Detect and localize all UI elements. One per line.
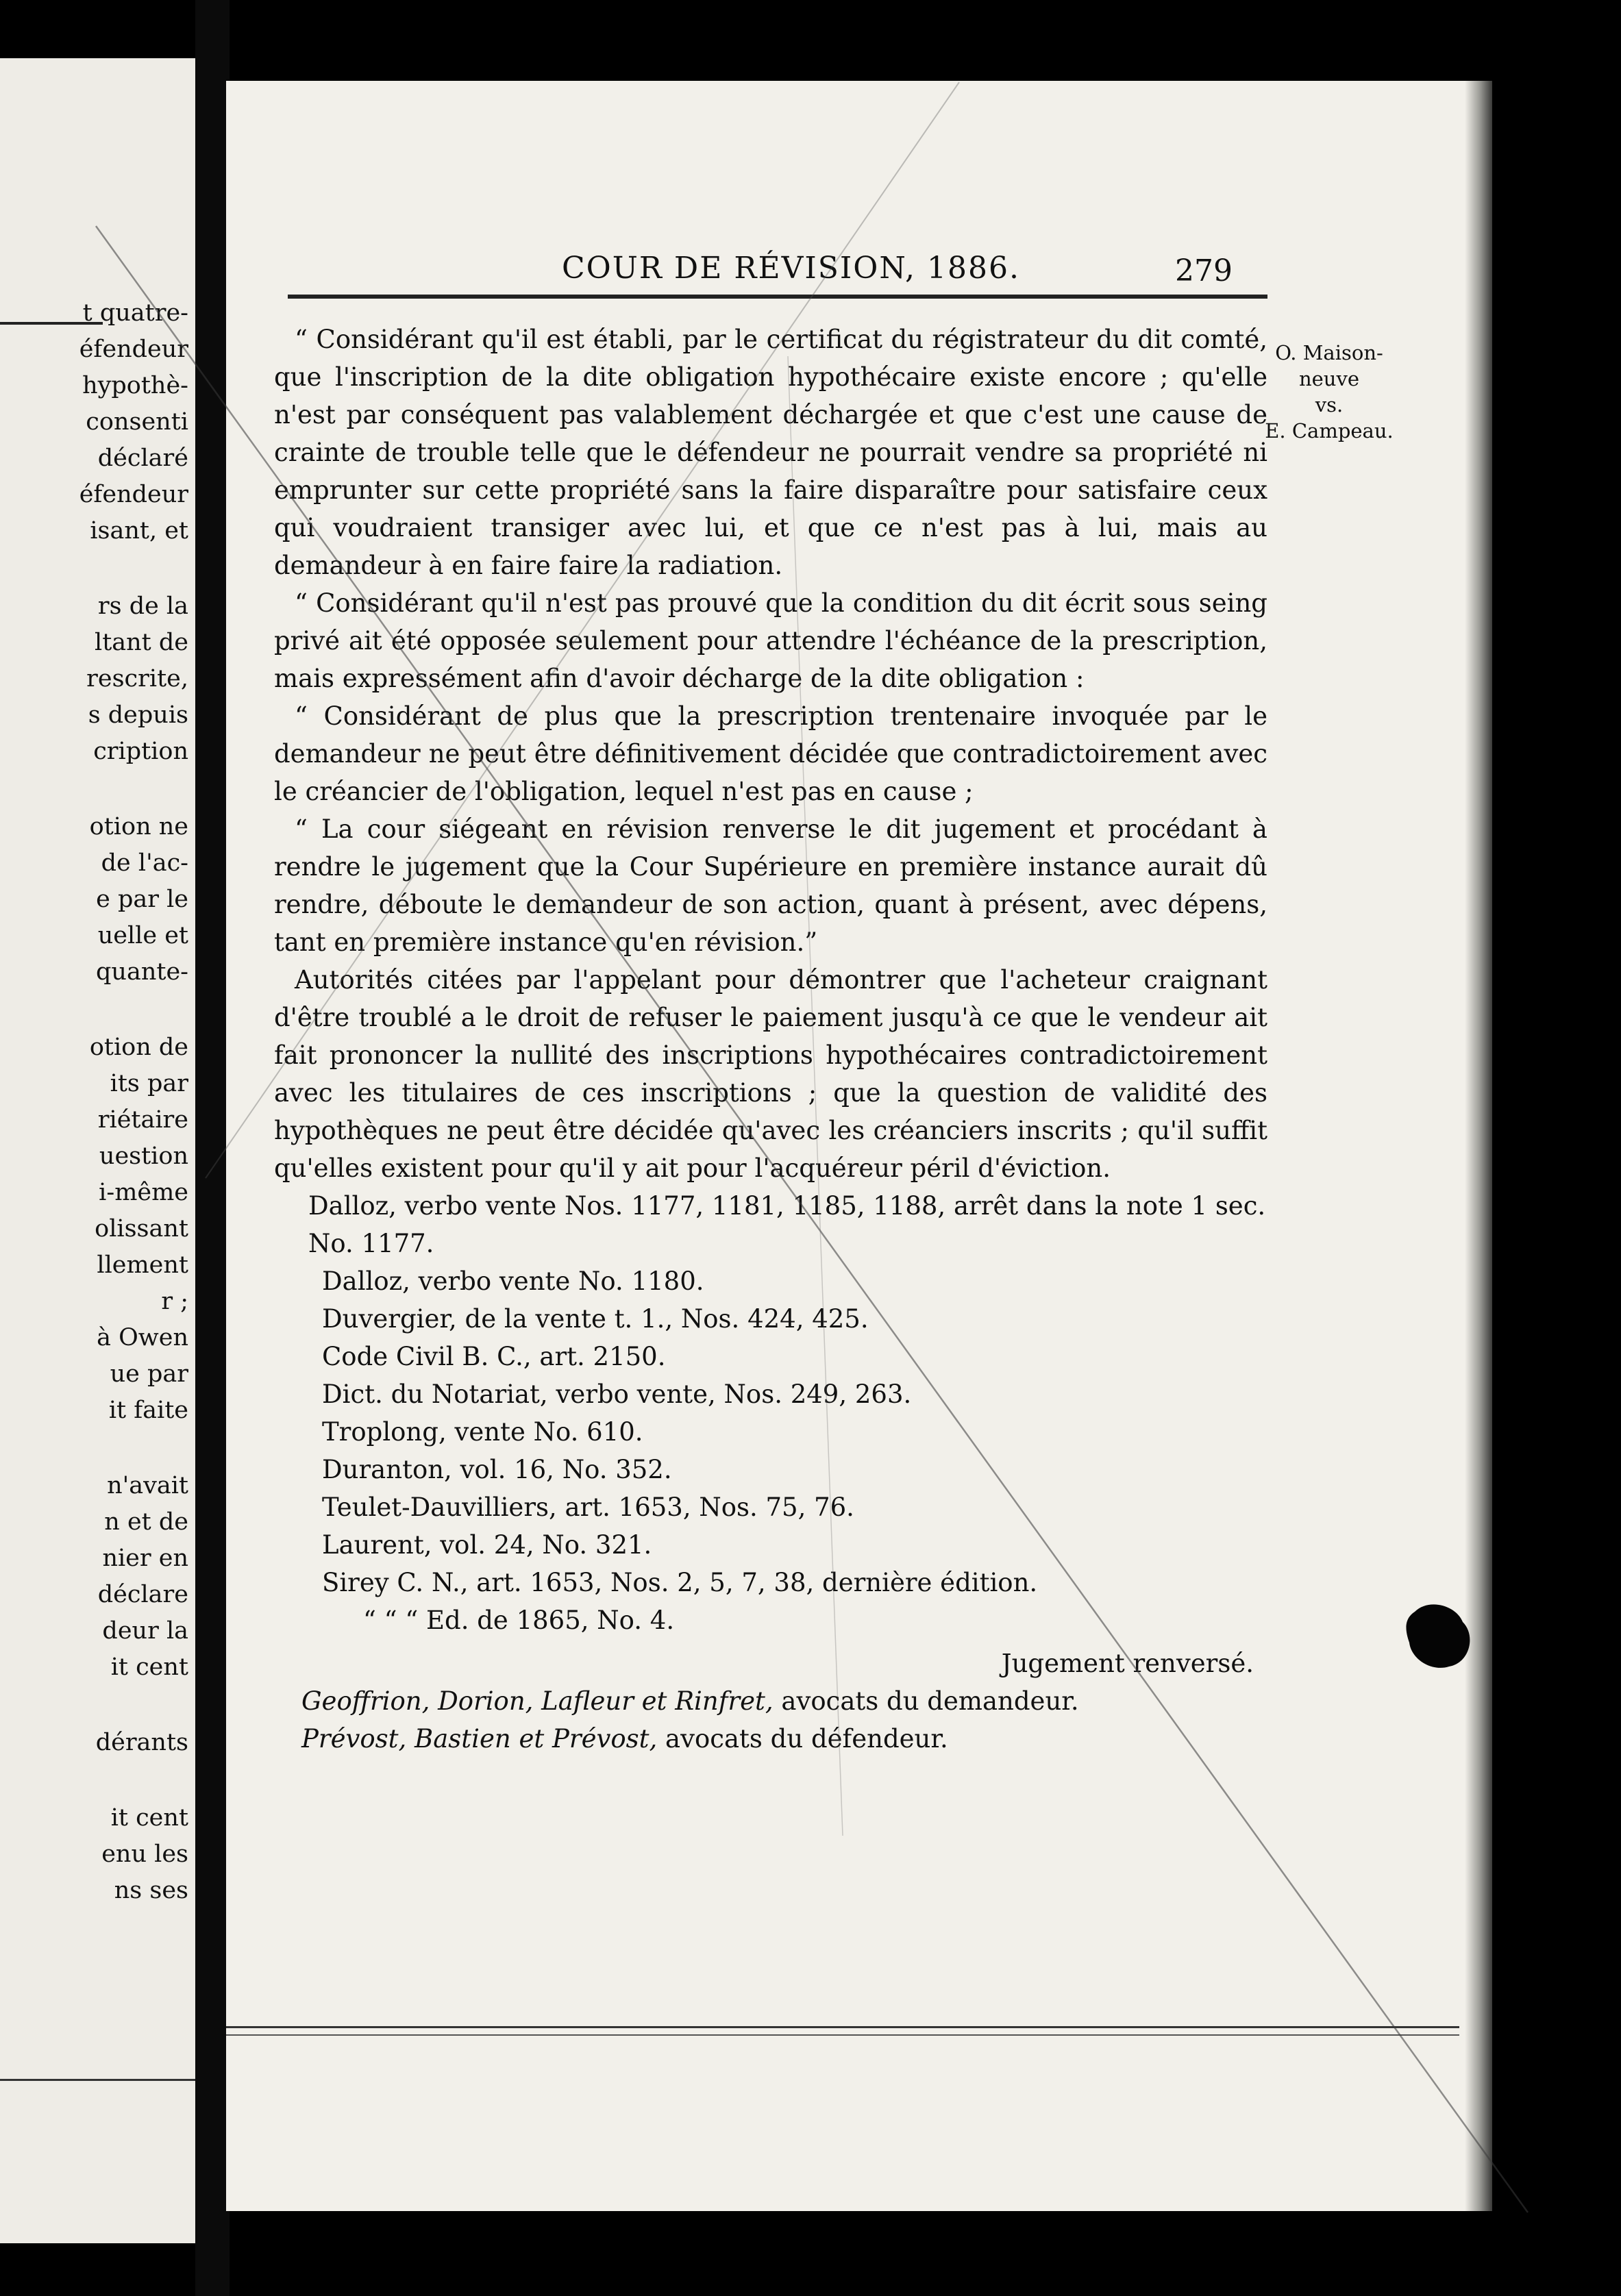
left-page-fragment: déclare	[97, 1581, 188, 1608]
left-page-fragment: it cent	[110, 1654, 188, 1681]
reference-item: Laurent, vol. 24, No. 321.	[322, 1530, 652, 1560]
left-page-fragment: its par	[110, 1070, 188, 1097]
left-page-fragment: otion de	[89, 1034, 188, 1061]
left-page-fragment: hypothè-	[82, 372, 188, 399]
left-page-fragment: olissant	[95, 1215, 188, 1243]
left-page-fragment: ns ses	[114, 1877, 188, 1904]
paragraph-judgment: “ La cour siégeant en révision renverse le dit jugement et procédant à rendre le jugement que la Cour Supérieure en première instance aurait dû rendre, déboute le demandeur de son action, quant à présent, avec dépens, tant en première instance qu'en révision.”	[274, 814, 1267, 957]
paragraph-considerant-1: “ Considérant qu'il est établi, par le certificat du régistrateur du dit comté, que l'inscription de la dite obligation hypothécaire existe encore ; qu'elle n'est par conséquent pas valablement déchargée et que c'est une cause de crainte de trouble telle que le défendeur ne pourrait vendre sa propriété ni emprunter sur cette propriété sans la faire disparaître pour satisfaire ceux qui voudraient transiger avec lui, et que ce n'est pas à lui, mais au demandeur à en faire faire la radiation.	[274, 325, 1267, 580]
left-page-fragment: consenti	[86, 408, 188, 436]
left-page-fragment: e par le	[96, 886, 188, 913]
reference-item: Dict. du Notariat, verbo vente, Nos. 249, 263.	[322, 1380, 912, 1409]
left-page-fragment: isant, et	[90, 517, 188, 545]
reference-item: Duranton, vol. 16, No. 352.	[322, 1455, 672, 1484]
left-page-fragment: rescrite,	[86, 665, 188, 692]
reference-item: Dalloz, verbo vente No. 1180.	[322, 1266, 704, 1296]
paragraph-considerant-2: “ Considérant qu'il n'est pas prouvé que la condition du dit écrit sous seing privé ait été opposée seulement pour attendre l'échéance de la prescription, mais expressément afin d'avoir décharge de la dite obligation :	[274, 588, 1267, 693]
left-page-fragment: it faite	[108, 1397, 188, 1424]
paragraph-authorities: Autorités citées par l'appelant pour démontrer que l'acheteur craignant d'être troublé a le droit de refuser le paiement jusqu'à ce que le vendeur ait fait prononcer la nullité des inscriptions hypothécaires contradictoirement avec les titulaires de ces inscriptions ; que la question de validité des hypothèques ne peut être décidée qu'avec les créanciers inscrits ; qu'il suffit qu'elles existent pour qu'il y ait pour l'acquéreur péril d'éviction.	[274, 965, 1267, 1183]
counsel-role: avocats du demandeur.	[781, 1686, 1079, 1716]
reference-item: Troplong, vente No. 610.	[322, 1417, 643, 1447]
left-page-fragment: ue par	[110, 1360, 188, 1388]
left-page-fragment: deur la	[102, 1617, 188, 1645]
left-page-fragment: de l'ac-	[101, 849, 188, 877]
reference-item: “ “ “ Ed. de 1865, No. 4.	[363, 1606, 675, 1635]
left-page-fragment: n et de	[104, 1508, 188, 1536]
left-page-fragment: cription	[93, 738, 188, 765]
reference-item: Dalloz, verbo vente Nos. 1177, 1181, 1185, 1188, arrêt dans la note 1 sec. No. 1177.	[308, 1191, 1266, 1258]
left-page-fragment: uelle et	[97, 922, 188, 949]
verdict: Jugement renversé.	[1001, 1649, 1254, 1678]
left-page-fragment: dérants	[95, 1729, 188, 1756]
left-page-fragment: éfendeur	[79, 336, 188, 363]
left-page-fragment: riétaire	[97, 1106, 188, 1134]
left-page-fragment: r ;	[161, 1288, 188, 1315]
counsel-names: Prévost, Bastien et Prévost,	[301, 1724, 658, 1754]
left-page-fragment: ltant de	[95, 629, 188, 656]
left-page-fragment: à Owen	[97, 1324, 188, 1351]
running-header: COUR DE RÉVISION, 1886.	[562, 251, 1020, 286]
page-number: 279	[1175, 253, 1233, 288]
left-page-fragment: llement	[97, 1251, 188, 1279]
left-page-fragment: uestion	[99, 1143, 188, 1170]
left-page-fragment: i-même	[99, 1179, 188, 1206]
reference-item: Sirey C. N., art. 1653, Nos. 2, 5, 7, 38, dernière édition.	[322, 1568, 1038, 1597]
margin-note-line: O. Maison-	[1275, 341, 1383, 364]
reference-item: Teulet-Dauvilliers, art. 1653, Nos. 75, 76.	[322, 1493, 854, 1522]
paragraph-considerant-3: “ Considérant de plus que la prescription trentenaire invoquée par le demandeur ne peut être définitivement décidée que contradictoirement avec le créancier de l'obligation, lequel n'est pas en cause ;	[274, 701, 1267, 806]
left-page-fragment: rs de la	[97, 592, 188, 620]
left-page-fragment: n'avait	[107, 1472, 188, 1499]
left-page-fragment: quante-	[96, 958, 188, 986]
counsel-names: Geoffrion, Dorion, Lafleur et Rinfret,	[301, 1686, 774, 1716]
margin-note-line: E. Campeau.	[1265, 419, 1394, 442]
left-page-fragment: t quatre-	[82, 299, 188, 327]
left-page-fragment: éfendeur	[79, 481, 188, 508]
counsel-role: avocats du défendeur.	[665, 1724, 948, 1754]
left-page-fragment: otion ne	[89, 813, 188, 840]
left-page-fragment: enu les	[101, 1840, 188, 1868]
reference-item: Code Civil B. C., art. 2150.	[322, 1342, 666, 1371]
margin-note-line: vs.	[1315, 393, 1344, 416]
left-page-fragment: nier en	[102, 1545, 188, 1572]
left-page-fragment: s depuis	[88, 701, 188, 729]
left-page-fragment: it cent	[110, 1804, 188, 1832]
margin-note-line: neuve	[1298, 367, 1360, 390]
left-page-fragment: déclaré	[97, 445, 188, 472]
reference-item: Duvergier, de la vente t. 1., Nos. 424, 425.	[322, 1304, 869, 1334]
